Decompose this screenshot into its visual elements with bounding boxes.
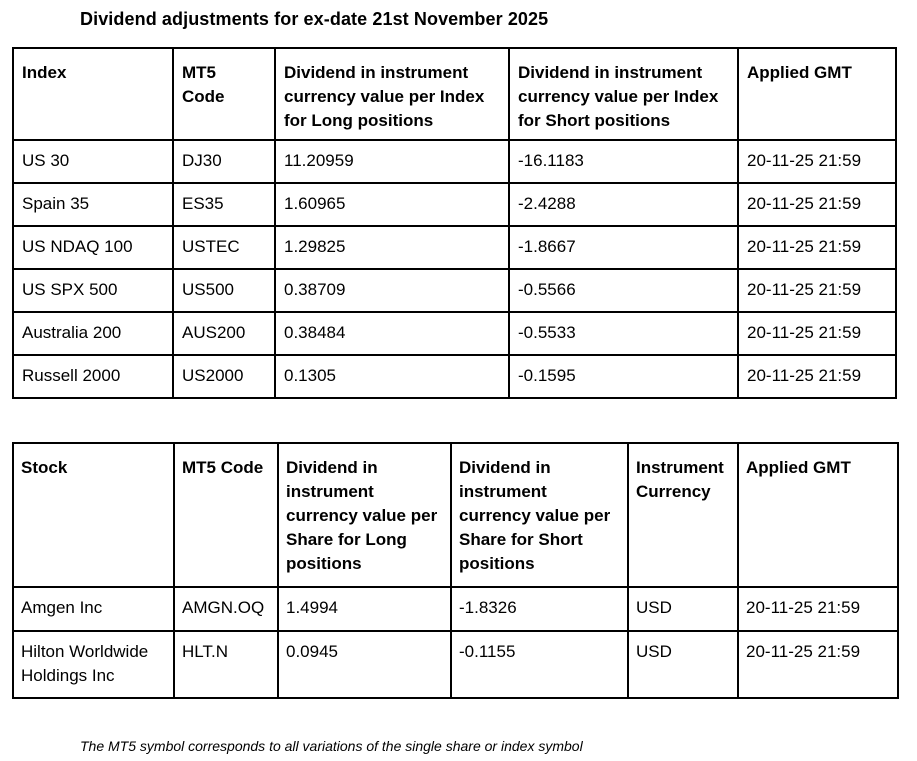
long-dividend-cell: 11.20959: [275, 140, 509, 183]
index-name-cell: Spain 35: [13, 183, 173, 226]
table-header-row: [13, 48, 896, 140]
mt5-code-cell: ES35: [173, 183, 275, 226]
column-header-index: Index: [13, 48, 173, 140]
applied-gmt-cell: 20-11-25 21:59: [738, 631, 898, 698]
currency-cell: USD: [628, 631, 738, 698]
column-header-long-dividend: Dividend in instrument currency value per Share for Long positions: [278, 443, 451, 587]
index-name-cell: US 30: [13, 140, 173, 183]
short-dividend-cell: -0.1155: [451, 631, 628, 698]
applied-gmt-cell: 20-11-25 21:59: [738, 226, 896, 269]
mt5-code-cell: HLT.N: [174, 631, 278, 698]
column-header-long-dividend: Dividend in instrument currency value per Index for Long positions: [275, 48, 509, 140]
index-name-cell: Russell 2000: [13, 355, 173, 398]
applied-gmt-cell: 20-11-25 21:59: [738, 269, 896, 312]
long-dividend-cell: 0.0945: [278, 631, 451, 698]
column-header-instrument-currency: Instrument Currency: [628, 443, 738, 587]
index-name-cell: Australia 200: [13, 312, 173, 355]
table-row: [13, 183, 896, 226]
table-row: [13, 355, 896, 398]
currency-cell: USD: [628, 587, 738, 631]
long-dividend-cell: 1.60965: [275, 183, 509, 226]
long-dividend-cell: 1.29825: [275, 226, 509, 269]
column-header-applied-gmt: Applied GMT: [738, 443, 898, 587]
page-title: Dividend adjustments for ex-date 21st November 2025: [80, 9, 549, 29]
mt5-code-cell: USTEC: [173, 226, 275, 269]
short-dividend-cell: -16.1183: [509, 140, 738, 183]
mt5-code-cell: AUS200: [173, 312, 275, 355]
stock-dividend-table: [12, 442, 899, 699]
applied-gmt-cell: 20-11-25 21:59: [738, 355, 896, 398]
table-row: [13, 140, 896, 183]
column-header-stock: Stock: [13, 443, 174, 587]
short-dividend-cell: -0.1595: [509, 355, 738, 398]
footnote: The MT5 symbol corresponds to all variations of the single share or index symbol: [80, 738, 583, 754]
column-header-short-dividend: Dividend in instrument currency value per Share for Short positions: [451, 443, 628, 587]
index-name-cell: US SPX 500: [13, 269, 173, 312]
mt5-code-cell: US2000: [173, 355, 275, 398]
short-dividend-cell: -0.5533: [509, 312, 738, 355]
short-dividend-cell: -2.4288: [509, 183, 738, 226]
table-row: [13, 587, 898, 631]
table-row: [13, 631, 898, 698]
table-row: [13, 226, 896, 269]
mt5-code-cell: US500: [173, 269, 275, 312]
short-dividend-cell: -1.8326: [451, 587, 628, 631]
applied-gmt-cell: 20-11-25 21:59: [738, 587, 898, 631]
mt5-code-cell: AMGN.OQ: [174, 587, 278, 631]
table-header-row: [13, 443, 898, 587]
table-row: [13, 312, 896, 355]
column-header-applied-gmt: Applied GMT: [738, 48, 896, 140]
column-header-mt5-code: MT5 Code: [173, 48, 275, 140]
long-dividend-cell: 0.1305: [275, 355, 509, 398]
applied-gmt-cell: 20-11-25 21:59: [738, 140, 896, 183]
short-dividend-cell: -0.5566: [509, 269, 738, 312]
short-dividend-cell: -1.8667: [509, 226, 738, 269]
column-header-short-dividend: Dividend in instrument currency value per Index for Short positions: [509, 48, 738, 140]
applied-gmt-cell: 20-11-25 21:59: [738, 183, 896, 226]
index-name-cell: US NDAQ 100: [13, 226, 173, 269]
long-dividend-cell: 0.38484: [275, 312, 509, 355]
mt5-code-cell: DJ30: [173, 140, 275, 183]
table-row: [13, 269, 896, 312]
applied-gmt-cell: 20-11-25 21:59: [738, 312, 896, 355]
long-dividend-cell: 1.4994: [278, 587, 451, 631]
stock-name-cell: Hilton Worldwide Holdings Inc: [13, 631, 174, 698]
stock-name-cell: Amgen Inc: [13, 587, 174, 631]
index-dividend-table: [12, 47, 897, 399]
long-dividend-cell: 0.38709: [275, 269, 509, 312]
column-header-mt5-code: MT5 Code: [174, 443, 278, 587]
